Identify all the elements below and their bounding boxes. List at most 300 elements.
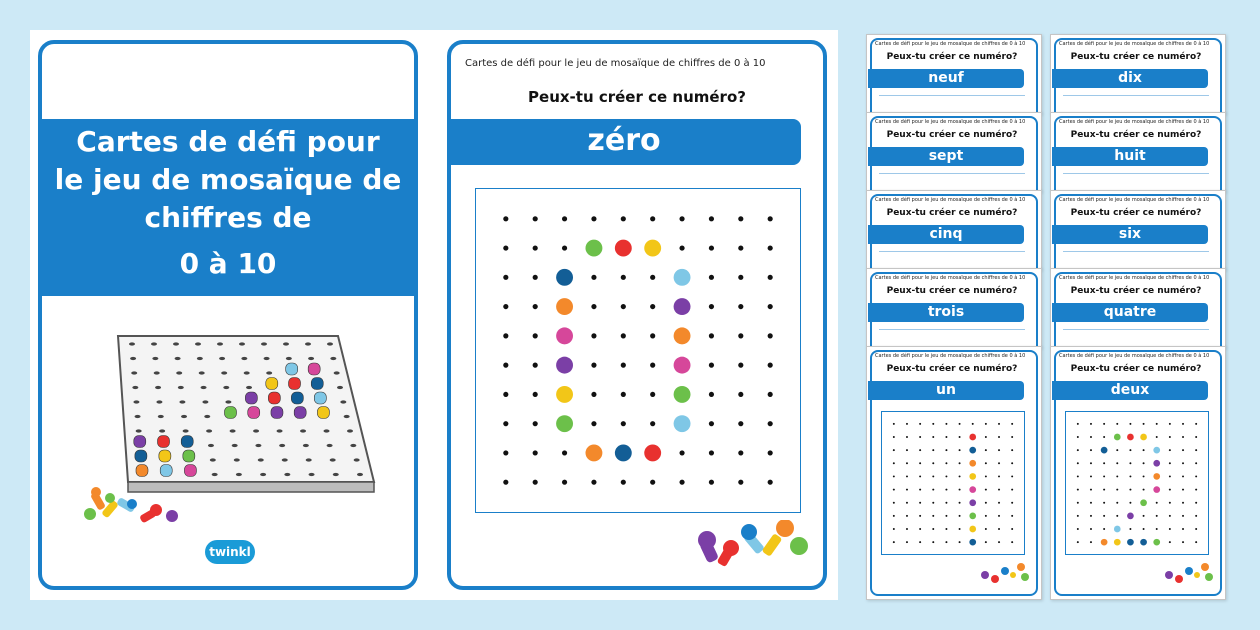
mini-card-grid-edge: [879, 95, 1025, 96]
peg-yellow: [1140, 434, 1147, 441]
board-hole: [223, 386, 229, 389]
grid-hole: [709, 216, 714, 221]
grid-hole: [591, 480, 596, 485]
grid-hole: [985, 502, 987, 504]
grid-hole: [650, 304, 655, 309]
grid-hole: [893, 515, 895, 517]
board-peg: [308, 363, 320, 375]
board-hole: [283, 342, 289, 345]
grid-hole: [919, 489, 921, 491]
grid-hole: [709, 392, 714, 397]
board-peg: [134, 436, 146, 448]
grid-hole: [1011, 475, 1013, 477]
grid-hole: [1090, 436, 1092, 438]
board-hole: [217, 342, 223, 345]
grid-hole: [1129, 528, 1131, 530]
peg-purple: [556, 357, 573, 374]
board-hole: [306, 458, 312, 461]
grid-hole: [1116, 489, 1118, 491]
grid-hole: [1077, 515, 1079, 517]
grid-hole: [768, 450, 773, 455]
peg-green: [1114, 434, 1121, 441]
grid-hole: [945, 423, 947, 425]
grid-hole: [1011, 423, 1013, 425]
peg-red: [615, 240, 632, 257]
grid-hole: [932, 489, 934, 491]
board-peg: [245, 392, 257, 404]
grid-hole: [1169, 436, 1171, 438]
grid-hole: [533, 275, 538, 280]
grid-hole: [893, 436, 895, 438]
grid-hole: [591, 392, 596, 397]
mini-card-question: Peux-tu créer ce numéro?: [886, 286, 1018, 296]
grid-hole: [1182, 502, 1184, 504]
grid-hole: [533, 421, 538, 426]
board-hole: [181, 415, 187, 418]
grid-hole: [650, 392, 655, 397]
grid-hole: [998, 541, 1000, 543]
grid-hole: [709, 275, 714, 280]
board-hole: [130, 357, 136, 360]
board-hole: [221, 371, 227, 374]
grid-hole: [985, 449, 987, 451]
board-hole: [261, 342, 267, 345]
grid-hole: [621, 480, 626, 485]
grid-hole: [562, 480, 567, 485]
grid-hole: [893, 528, 895, 530]
grid-hole: [650, 275, 655, 280]
board-hole: [219, 357, 225, 360]
mini-peg-grid: [881, 411, 1025, 555]
grid-hole: [768, 275, 773, 280]
board-hole: [206, 429, 212, 432]
peg-yellow: [969, 473, 976, 480]
board-hole: [179, 400, 185, 403]
grid-hole: [1169, 515, 1171, 517]
mini-card-grid-edge: [879, 251, 1025, 252]
mini-card-word: un: [868, 381, 1024, 400]
board-hole: [133, 400, 139, 403]
grid-hole: [1129, 489, 1131, 491]
mini-card-word: deux: [1052, 381, 1208, 400]
grid-hole: [906, 541, 908, 543]
grid-hole: [621, 363, 626, 368]
grid-hole: [1011, 528, 1013, 530]
grid-hole: [893, 475, 895, 477]
grid-hole: [1090, 423, 1092, 425]
grid-hole: [709, 421, 714, 426]
grid-hole: [985, 541, 987, 543]
grid-hole: [985, 423, 987, 425]
grid-hole: [1182, 489, 1184, 491]
grid-hole: [906, 423, 908, 425]
board-hole: [183, 429, 189, 432]
board-hole: [232, 444, 238, 447]
grid-hole: [972, 423, 974, 425]
grid-hole: [1195, 475, 1197, 477]
grid-hole: [591, 304, 596, 309]
grid-hole: [1195, 449, 1197, 451]
grid-hole: [998, 449, 1000, 451]
grid-hole: [1090, 462, 1092, 464]
mini-card-question: Peux-tu créer ce numéro?: [886, 52, 1018, 62]
board-peg: [294, 407, 306, 419]
grid-hole: [1169, 462, 1171, 464]
grid-hole: [1182, 541, 1184, 543]
loose-pegs-icon: [979, 561, 1031, 587]
board-hole: [212, 473, 218, 476]
peg-yellow: [556, 386, 573, 403]
peg-purple: [1153, 460, 1160, 467]
grid-hole: [998, 462, 1000, 464]
grid-hole: [738, 480, 743, 485]
grid-hole: [1169, 475, 1171, 477]
board-hole: [204, 415, 210, 418]
peg-green: [1153, 539, 1160, 546]
mini-card-header: Cartes de défi pour le jeu de mosaïque de chiffres de 0 à 10: [875, 119, 1026, 125]
mini-card-cinq: [866, 190, 1042, 270]
peg-pink: [556, 327, 573, 344]
mini-card-neuf: [866, 34, 1042, 114]
grid-hole: [562, 216, 567, 221]
grid-hole: [945, 462, 947, 464]
board-hole: [303, 444, 309, 447]
board-peg: [271, 407, 283, 419]
board-peg: [160, 465, 172, 477]
pegboard-illustration: [112, 332, 382, 502]
grid-hole: [1156, 528, 1158, 530]
twinkl-logo: twinkl: [205, 540, 255, 564]
grid-hole: [1103, 528, 1105, 530]
cover-title-band: [42, 119, 414, 296]
grid-hole: [709, 480, 714, 485]
grid-hole: [1143, 515, 1145, 517]
grid-hole: [1182, 436, 1184, 438]
board-peg: [184, 465, 196, 477]
grid-hole: [1090, 528, 1092, 530]
peg-orange: [585, 444, 602, 461]
grid-hole: [1116, 449, 1118, 451]
board-hole: [159, 429, 165, 432]
grid-hole: [1011, 436, 1013, 438]
board-hole: [199, 371, 205, 374]
grid-hole: [1195, 436, 1197, 438]
board-peg: [136, 465, 148, 477]
grid-hole: [503, 421, 508, 426]
board-hole: [286, 357, 292, 360]
grid-hole: [591, 421, 596, 426]
grid-hole: [650, 363, 655, 368]
grid-hole: [1077, 502, 1079, 504]
grid-hole: [738, 421, 743, 426]
grid-hole: [1169, 449, 1171, 451]
grid-hole: [591, 333, 596, 338]
grid-hole: [1103, 436, 1105, 438]
board-hole: [158, 415, 164, 418]
grid-hole: [1129, 449, 1131, 451]
card-question: Peux-tu créer ce numéro?: [528, 88, 746, 106]
grid-hole: [768, 421, 773, 426]
grid-hole: [932, 515, 934, 517]
grid-hole: [621, 392, 626, 397]
grid-hole: [1077, 475, 1079, 477]
grid-hole: [1195, 541, 1197, 543]
board-hole: [327, 342, 333, 345]
grid-hole: [998, 489, 1000, 491]
mini-card-dix: [1050, 34, 1226, 114]
grid-hole: [932, 423, 934, 425]
board-peg: [135, 450, 147, 462]
grid-hole: [1169, 423, 1171, 425]
grid-hole: [768, 245, 773, 250]
mini-card-trois: [866, 268, 1042, 348]
grid-hole: [919, 436, 921, 438]
grid-hole: [906, 436, 908, 438]
grid-hole: [591, 363, 596, 368]
board-hole: [135, 415, 141, 418]
board-peg: [266, 378, 278, 390]
grid-hole: [1103, 462, 1105, 464]
grid-hole: [709, 304, 714, 309]
grid-hole: [1116, 502, 1118, 504]
grid-hole: [945, 489, 947, 491]
grid-hole: [621, 421, 626, 426]
board-hole: [333, 473, 339, 476]
mini-card-question: Peux-tu créer ce numéro?: [1070, 286, 1202, 296]
board-hole: [354, 458, 360, 461]
mini-card-grid-edge: [1063, 329, 1209, 330]
grid-hole: [650, 333, 655, 338]
grid-hole: [1169, 502, 1171, 504]
grid-hole: [1169, 541, 1171, 543]
peg-green: [969, 513, 976, 520]
grid-hole: [738, 450, 743, 455]
board-hole: [195, 342, 201, 345]
board-hole: [156, 400, 162, 403]
board-hole: [225, 400, 231, 403]
grid-hole: [562, 245, 567, 250]
board-hole: [327, 444, 333, 447]
grid-hole: [1143, 423, 1145, 425]
board-hole: [347, 429, 353, 432]
grid-hole: [1116, 475, 1118, 477]
board-peg: [317, 407, 329, 419]
board-hole: [282, 458, 288, 461]
grid-hole: [1103, 502, 1105, 504]
grid-hole: [1195, 423, 1197, 425]
grid-hole: [621, 275, 626, 280]
board-peg: [224, 407, 236, 419]
grid-hole: [650, 216, 655, 221]
mini-card-question: Peux-tu créer ce numéro?: [1070, 208, 1202, 218]
mini-peg-grid: [1065, 411, 1209, 555]
peg-purple: [674, 298, 691, 315]
board-hole: [357, 473, 363, 476]
board-peg: [289, 378, 301, 390]
mini-card-un: [866, 346, 1042, 600]
board-hole: [201, 386, 207, 389]
grid-hole: [1077, 449, 1079, 451]
grid-hole: [1077, 423, 1079, 425]
mini-card-word: dix: [1052, 69, 1208, 88]
grid-hole: [1182, 528, 1184, 530]
grid-hole: [503, 216, 508, 221]
cover-title-line-1: Cartes de défi pour: [76, 125, 380, 158]
board-peg: [181, 436, 193, 448]
board-hole: [344, 415, 350, 418]
board-hole: [260, 473, 266, 476]
mini-card-header: Cartes de défi pour le jeu de mosaïque de chiffres de 0 à 10: [1059, 119, 1210, 125]
board-hole: [197, 357, 203, 360]
grid-hole: [738, 333, 743, 338]
grid-hole: [503, 304, 508, 309]
grid-hole: [998, 502, 1000, 504]
grid-hole: [503, 480, 508, 485]
board-peg: [268, 392, 280, 404]
board-hole: [305, 342, 311, 345]
grid-hole: [985, 528, 987, 530]
peg-navy: [1127, 539, 1134, 546]
board-hole: [151, 342, 157, 345]
grid-hole: [1011, 449, 1013, 451]
grid-hole: [533, 333, 538, 338]
grid-hole: [1156, 502, 1158, 504]
board-hole: [350, 444, 356, 447]
grid-hole: [1116, 462, 1118, 464]
grid-hole: [893, 502, 895, 504]
mini-card-word: six: [1052, 225, 1208, 244]
grid-hole: [906, 515, 908, 517]
peg-pink: [969, 486, 976, 493]
board-hole: [337, 386, 343, 389]
grid-hole: [503, 245, 508, 250]
peg-navy: [969, 447, 976, 454]
grid-hole: [1103, 489, 1105, 491]
grid-hole: [738, 392, 743, 397]
board-hole: [330, 458, 336, 461]
grid-hole: [621, 216, 626, 221]
grid-hole: [919, 541, 921, 543]
grid-hole: [1143, 449, 1145, 451]
board-peg: [183, 450, 195, 462]
grid-hole: [1011, 541, 1013, 543]
board-hole: [176, 371, 182, 374]
grid-hole: [919, 475, 921, 477]
grid-hole: [503, 450, 508, 455]
peg-orange: [674, 327, 691, 344]
grid-hole: [932, 541, 934, 543]
grid-hole: [621, 304, 626, 309]
grid-hole: [1182, 475, 1184, 477]
board-hole: [258, 458, 264, 461]
grid-hole: [1090, 475, 1092, 477]
peg-green: [674, 386, 691, 403]
mini-card-header: Cartes de défi pour le jeu de mosaïque de chiffres de 0 à 10: [1059, 275, 1210, 281]
mini-card-deux: [1050, 346, 1226, 600]
grid-hole: [768, 392, 773, 397]
grid-hole: [1195, 462, 1197, 464]
grid-hole: [1195, 515, 1197, 517]
grid-hole: [893, 541, 895, 543]
grid-hole: [709, 245, 714, 250]
board-peg: [248, 407, 260, 419]
grid-hole: [1090, 515, 1092, 517]
mini-card-huit: [1050, 112, 1226, 192]
board-hole: [154, 371, 160, 374]
mini-card-question: Peux-tu créer ce numéro?: [886, 364, 1018, 374]
challenge-card-zero: [447, 40, 827, 590]
grid-hole: [919, 462, 921, 464]
grid-hole: [533, 245, 538, 250]
grid-hole: [650, 421, 655, 426]
mini-card-question: Peux-tu créer ce numéro?: [1070, 364, 1202, 374]
grid-hole: [768, 216, 773, 221]
mini-card-question: Peux-tu créer ce numéro?: [1070, 130, 1202, 140]
grid-hole: [1182, 515, 1184, 517]
board-hole: [175, 357, 181, 360]
board-hole: [131, 371, 137, 374]
grid-hole: [945, 475, 947, 477]
grid-hole: [503, 392, 508, 397]
grid-hole: [1129, 475, 1131, 477]
board-hole: [241, 357, 247, 360]
mini-card-six: [1050, 190, 1226, 270]
grid-hole: [1143, 489, 1145, 491]
grid-hole: [1011, 462, 1013, 464]
mini-card-header: Cartes de défi pour le jeu de mosaïque de chiffres de 0 à 10: [875, 275, 1026, 281]
grid-hole: [932, 436, 934, 438]
grid-hole: [768, 333, 773, 338]
grid-hole: [679, 480, 684, 485]
grid-hole: [985, 515, 987, 517]
grid-hole: [959, 528, 961, 530]
board-hole: [202, 400, 208, 403]
grid-hole: [919, 515, 921, 517]
grid-hole: [1143, 462, 1145, 464]
mini-card-word: cinq: [868, 225, 1024, 244]
grid-hole: [533, 450, 538, 455]
board-peg: [159, 450, 171, 462]
grid-hole: [932, 528, 934, 530]
board-hole: [208, 444, 214, 447]
board-peg: [286, 363, 298, 375]
grid-hole: [503, 275, 508, 280]
mini-card-header: Cartes de défi pour le jeu de mosaïque de chiffres de 0 à 10: [1059, 41, 1210, 47]
grid-hole: [1103, 423, 1105, 425]
grid-hole: [932, 462, 934, 464]
grid-hole: [1077, 489, 1079, 491]
peg-green: [585, 240, 602, 257]
mini-card-header: Cartes de défi pour le jeu de mosaïque de chiffres de 0 à 10: [875, 197, 1026, 203]
mini-card-word: neuf: [868, 69, 1024, 88]
mini-card-grid-edge: [1063, 251, 1209, 252]
board-hole: [284, 473, 290, 476]
mini-card-question: Peux-tu créer ce numéro?: [1070, 52, 1202, 62]
board-hole: [173, 342, 179, 345]
mini-card-grid-edge: [1063, 173, 1209, 174]
board-peg: [291, 392, 303, 404]
board-hole: [152, 357, 158, 360]
grid-hole: [998, 528, 1000, 530]
board-hole: [309, 473, 315, 476]
grid-hole: [1156, 515, 1158, 517]
board-hole: [277, 429, 283, 432]
grid-hole: [533, 392, 538, 397]
grid-hole: [998, 515, 1000, 517]
grid-hole: [1077, 436, 1079, 438]
grid-hole: [959, 462, 961, 464]
grid-hole: [738, 216, 743, 221]
